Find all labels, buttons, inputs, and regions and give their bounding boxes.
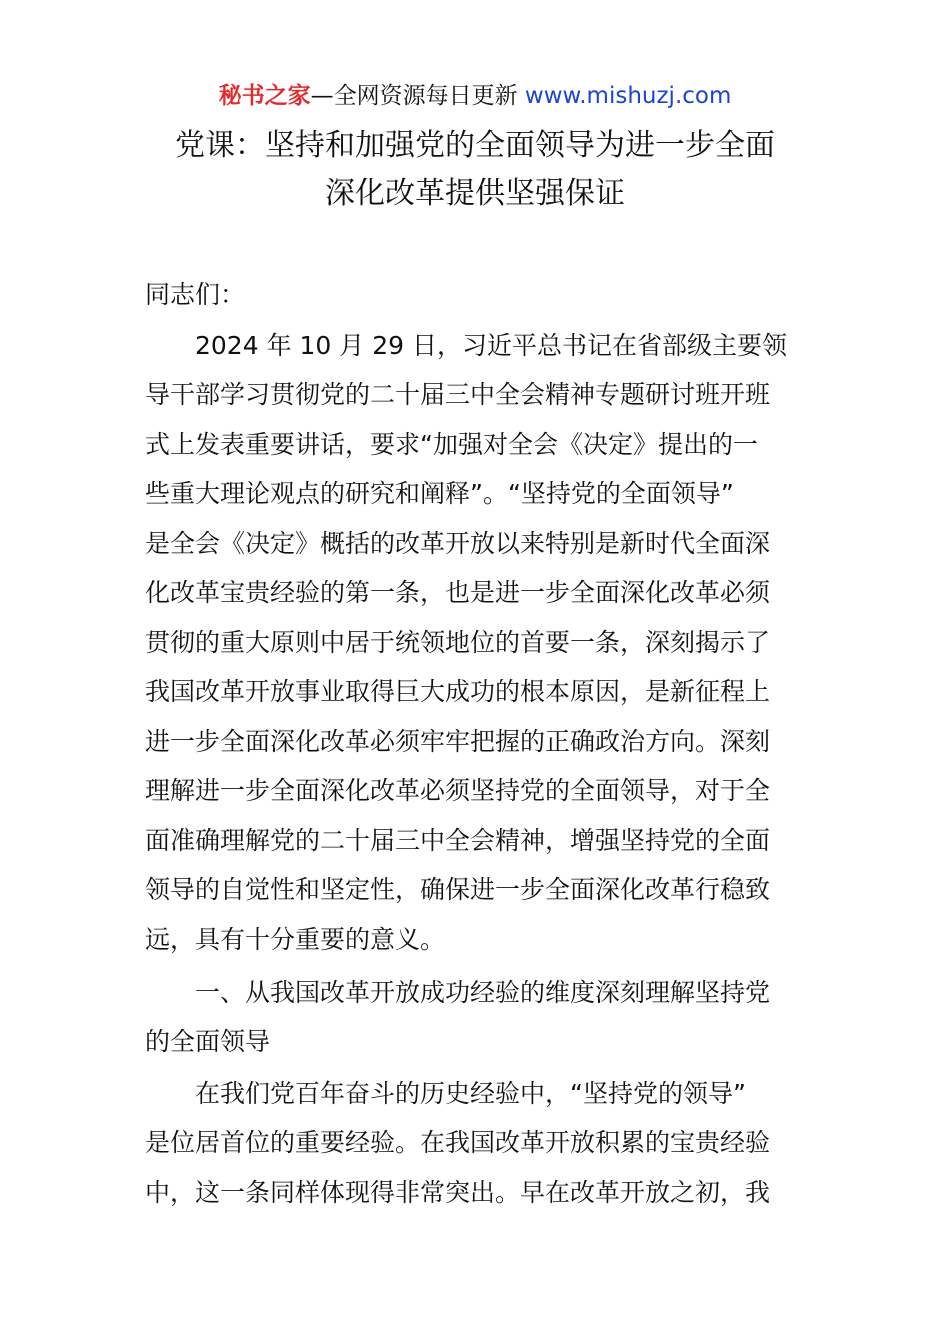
body-line: 些重大理论观点的研究和阐释”。“坚持党的全面领导” (145, 479, 734, 508)
body-line: 是全会《决定》概括的改革开放以来特别是新时代全面深 (145, 529, 771, 558)
body-line: 远，具有十分重要的意义。 (145, 925, 446, 954)
section-heading-line: 的全面领导 (145, 1027, 271, 1056)
document-title-line-1: 党课：坚持和加强党的全面领导为进一步全面 (175, 128, 775, 163)
body-line: 进一步全面深化改革必须牢牢把握的正确政治方向。深刻 (145, 727, 771, 756)
body-line: 领导的自觉性和坚定性，确保进一步全面深化改革行稳致 (145, 875, 771, 904)
site-tagline: —全网资源每日更新 (310, 83, 525, 109)
site-header (0, 80, 950, 112)
section-heading-line: 一、从我国改革开放成功经验的维度深刻理解坚持党 (145, 978, 771, 1007)
body-line: 是位居首位的重要经验。在我国改革开放积累的宝贵经验 (145, 1128, 771, 1157)
body-line: 理解进一步全面深化改革必须坚持党的全面领导，对于全 (145, 776, 771, 805)
body-line: 面准确理解党的二十届三中全会精神，增强坚持党的全面 (145, 826, 771, 855)
document-title-line-2: 深化改革提供坚强保证 (325, 176, 625, 211)
body-line: 导干部学习贯彻党的二十届三中全会精神专题研讨班开班 (145, 380, 771, 409)
site-brand: 秘书之家 (218, 83, 311, 109)
body-line: 在我们党百年奋斗的历史经验中，“坚持党的领导” (145, 1079, 746, 1108)
body-line: 化改革宝贵经验的第一条，也是进一步全面深化改革必须 (145, 578, 771, 607)
site-url-link[interactable]: www.mishuzj.com (524, 83, 732, 109)
body-line: 中，这一条同样体现得非常突出。早在改革开放之初，我 (145, 1178, 771, 1207)
body-line: 同志们： (145, 280, 246, 309)
body-line: 我国改革开放事业取得巨大成功的根本原因，是新征程上 (145, 677, 771, 706)
body-line: 式上发表重要讲话，要求“加强对全会《决定》提出的一 (145, 430, 758, 459)
body-line: 贯彻的重大原则中居于统领地位的首要一条，深刻揭示了 (145, 628, 771, 657)
body-line: 2024 年 10 月 29 日，习近平总书记在省部级主要领 (145, 331, 787, 360)
